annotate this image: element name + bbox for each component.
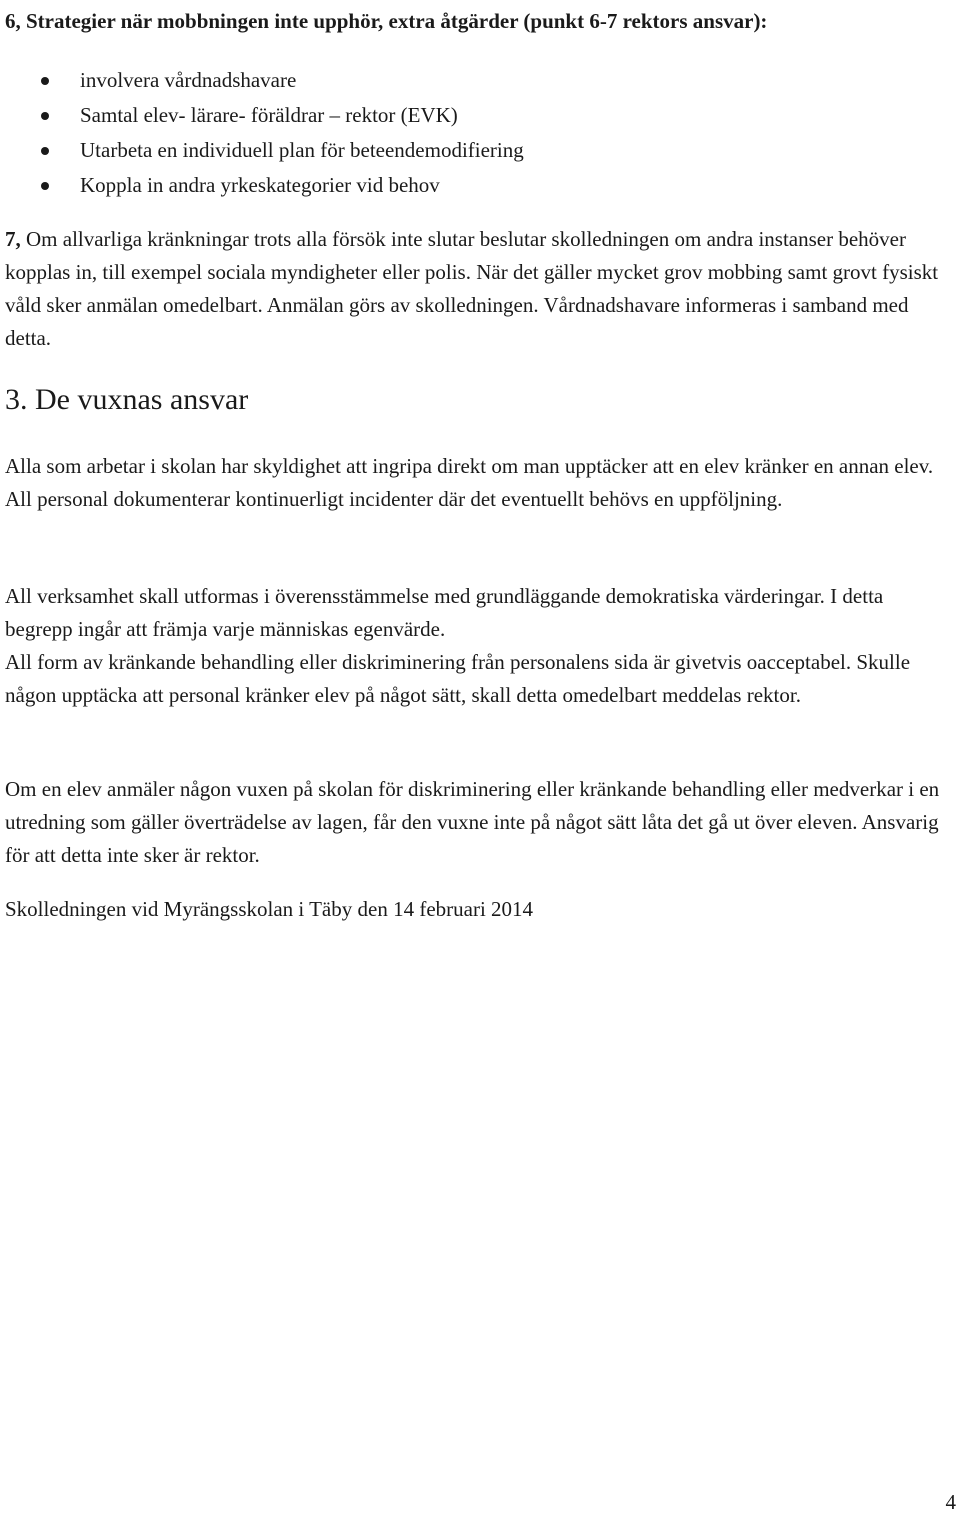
section-7-number: 7, [5,227,21,251]
signature-line: Skolledningen vid Myrängsskolan i Täby den 14 februari 2014 [5,897,534,921]
democratic-values-paragraph [5,580,955,712]
bullet-icon [41,112,49,120]
bullet-icon [41,182,49,190]
page-number: 4 [945,1490,956,1514]
bullet-icon [41,147,49,155]
section-3-heading: 3. De vuxnas ansvar [5,383,249,416]
bullet-item [5,63,524,98]
reporting-paragraph: Om en elev anmäler någon vuxen på skolan för diskriminering eller kränkande behandling eller medverkar i en utredning som gäller överträdelse av lagen, får den vuxne inte på något sätt låta det gå ut över eleven. Ansvarig för att detta inte sker är rektor. [5,777,940,867]
adult-responsibility-paragraph: Alla som arbetar i skolan har skyldighet att ingripa direkt om man upptäcker att en elev kränker en annan elev. All personal dokumenterar kontinuerligt incidenter där det eventuellt behövs en uppföljning. [5,454,934,511]
unacceptable-behaviour-line: All form av kränkande behandling eller diskriminering från personalens sida är givetvis oacceptabel. Skulle någon upptäcka att personal kränker elev på något sätt, skall detta omedelbart meddelas rektor. [5,650,911,707]
bullet-text: involvera vårdnadshavare [80,68,297,92]
values-line: All verksamhet skall utformas i överensstämmelse med grundläggande demokratiska värderingar. I detta begrepp ingår att främja varje människas egenvärde. [5,584,884,641]
strategy-bullet-list [5,63,524,203]
section-6-heading: 6, Strategier när mobbningen inte upphör, extra åtgärder (punkt 6-7 rektors ansvar): [5,9,768,33]
bullet-text: Samtal elev- lärare- föräldrar – rektor (EVK) [80,103,458,127]
bullet-text: Koppla in andra yrkeskategorier vid behov [80,173,440,197]
bullet-item [5,133,524,168]
bullet-text: Utarbeta en individuell plan för beteendemodifiering [80,138,524,162]
section-7-text: Om allvarliga kränkningar trots alla försök inte slutar beslutar skolledningen om andra instanser behöver kopplas in, till exempel sociala myndigheter eller polis. När det gäller mycket grov mobbing samt grovt fysiskt våld sker anmälan omedelbart. Anmälan görs av skolledningen. Vårdnadshavare informeras i samband med detta. [5,227,939,350]
bullet-item [5,98,524,133]
bullet-item [5,168,524,203]
bullet-icon [41,77,49,85]
section-7-paragraph [5,223,955,355]
